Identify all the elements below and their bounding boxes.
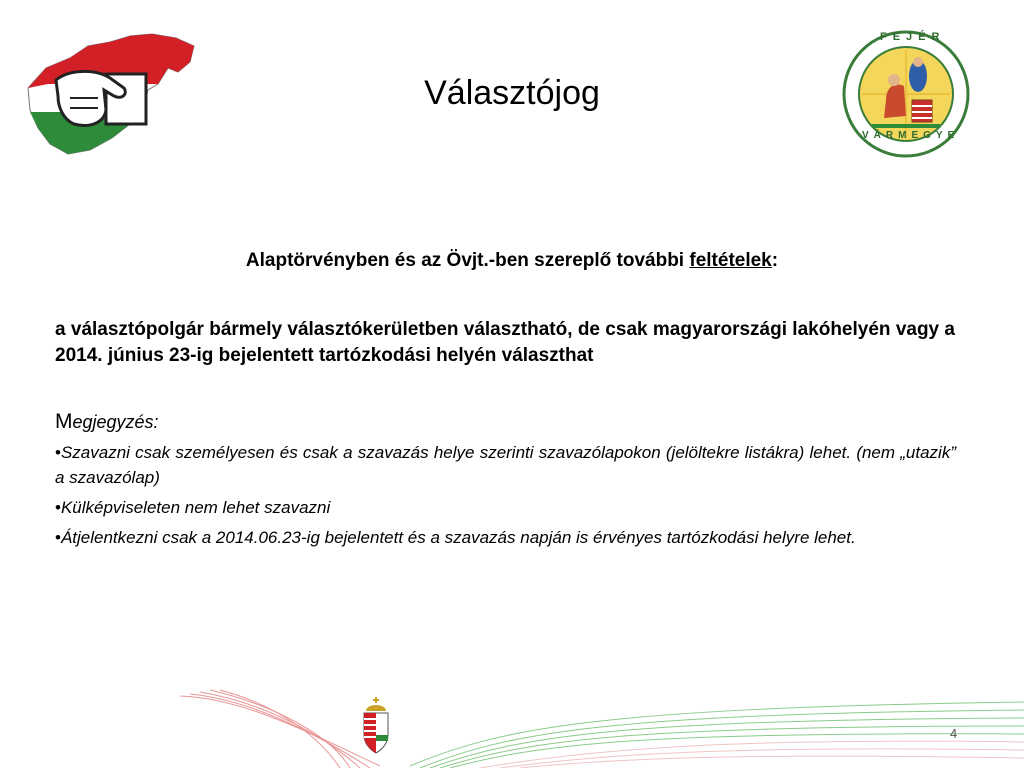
- note-label: [55, 410, 159, 434]
- page-number: 4: [950, 726, 958, 741]
- eligibility-statement: a választópolgár bármely választókerületben választható, de csak magyarországi lakóhelyén vagy a 2014. június 23-ig bejelentett tartózkodási helyén választhat: [55, 319, 955, 366]
- hungary-vote-logo-icon: [18, 28, 200, 162]
- note-bullet-text: Külképviseleten nem lehet szavazni: [60, 498, 331, 517]
- conditions-heading-suffix: :: [771, 250, 779, 271]
- seal-top-text: FEJÉR: [880, 31, 946, 43]
- conditions-heading: [40, 250, 984, 272]
- footer-wave-decoration-icon: [180, 688, 1024, 768]
- note-label-rest: egjegyzés:: [72, 412, 159, 432]
- slide-title: Választójog: [424, 74, 600, 112]
- note-bullet-list: [55, 440, 956, 555]
- note-bullet: [55, 525, 956, 550]
- hungary-coat-of-arms-icon: [358, 697, 394, 757]
- note-bullet: [55, 495, 956, 520]
- note-bullet-text: Szavazni csak személyesen és csak a szavazás helye szerinti szavazólapokon (jelöltekre listákra) lehet. (nem „utazik” a szavazólap): [55, 443, 956, 487]
- bullet-marker: •: [55, 443, 61, 462]
- conditions-heading-underlined: feltételek: [689, 250, 772, 271]
- bullet-marker: •: [55, 498, 61, 517]
- note-bullet: [55, 440, 956, 490]
- conditions-heading-prefix: Alaptörvényben és az Övjt.-ben szereplő további: [245, 250, 690, 271]
- note-label-initial: M: [55, 410, 73, 433]
- bullet-marker: •: [55, 528, 61, 547]
- seal-bottom-text: VÁRMEGYE: [862, 130, 960, 141]
- note-bullet-text: Átjelentkezni csak a 2014.06.23-ig bejelentett és a szavazás napján is érvényes tartózkodási helyre lehet.: [60, 528, 856, 547]
